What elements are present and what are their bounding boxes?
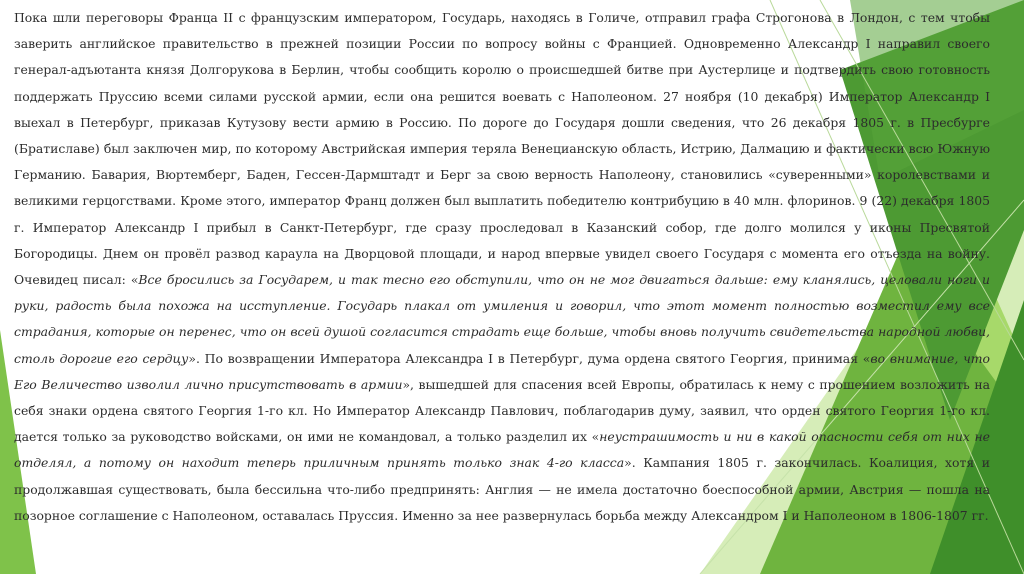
text-run: Пока шли переговоры Франца II с французским императором, Государь, находясь в Голиче, отправил графа Строгонова в Лондон, с тем чтобы заверить английское правительство в прежней позиции России по вопросу войны с Францией. Одновременно Александр I направил своего генерал-адъютанта князя Долгорукова в Берлин, чтобы сообщить королю о происшедшей битве при Аустерлице и подтвердить свою готовность поддержать Пруссию всеми силами русской армии, если она решится воевать с Наполеоном. 27 ноября (10 декабря) Император Александр I выехал в Петербург, приказав Кутузову вести армию в Россию. По дороге до Государя дошли сведения, что 26 декабря 1805 г. в Пресбурге (Братиславе) был заключен мир, по которому Австрийская империя теряла Венецианскую область, Истрию, Далмацию и фактически всю Южную Германию. Бавария, Вюртемберг, Баден, Гессен-Дармштадт и Берг за свою верность Наполеону, становились «суверенными» королевствами и великими герцогствами. Кроме этого, император Франц должен был выплатить победителю контрибуцию в 40 млн. флоринов. 9 (22) декабря 1805 г. Император Александр I прибыл в Санкт-Петербург, где сразу проследовал в Казанский собор, где долго молился у иконы Пресвятой Богородицы. Днем он провёл развод караула на Дворцовой площади, и народ впервые увидел своего Государя с момента его отъезда на войну. Очевидец писал: «	[14, 10, 990, 288]
quote-run: во внимание, что Его Величество изволил лично присутствовать в армии	[14, 350, 990, 392]
text-run: ». По возвращении Императора Александра I в Петербург, дума ордена святого Георгия, принимая «	[188, 350, 871, 366]
quote-run: неустрашимость и ни в какой опасности себя от них не отделял, а потому он находит теперь приличным принять только знак 4-го класса	[14, 429, 990, 471]
body-paragraph	[14, 5, 990, 529]
text-run: ». Кампания 1805 г. закончилась. Коалиция, хотя и продолжавшая существовать, была бессильна что-либо предпринять: Англия — не имела достаточно боеспособной армии, Австрия — пошла на позорное соглашение с Наполеоном, оставалась Пруссия. Именно за нее развернулась борьба между Александром I и Наполеоном в 1806-1807 гг.	[14, 455, 990, 523]
quote-run: Все бросились за Государем, и так тесно его обступили, что он не мог двигаться дальше: ему кланялись, целовали ноги и руки, радость была похожа на исступление. Государь плакал от умиления и говорил, что этот момент полностью возместил ему все страдания, которые он перенес, что он всей душой согласится страдать еще больше, чтобы вновь получить свидетельства народной любви, столь дорогие его сердцу	[14, 272, 990, 366]
text-run: », вышедшей для спасения всей Европы, обратилась к нему с прошением возложить на себя знаки ордена святого Георгия 1-го кл. Но Император Александр Павлович, поблагодарив думу, заявил, что орден святого Георгия 1-го кл. дается только за руководство войсками, он ими не командовал, а только разделил их «	[14, 376, 990, 445]
